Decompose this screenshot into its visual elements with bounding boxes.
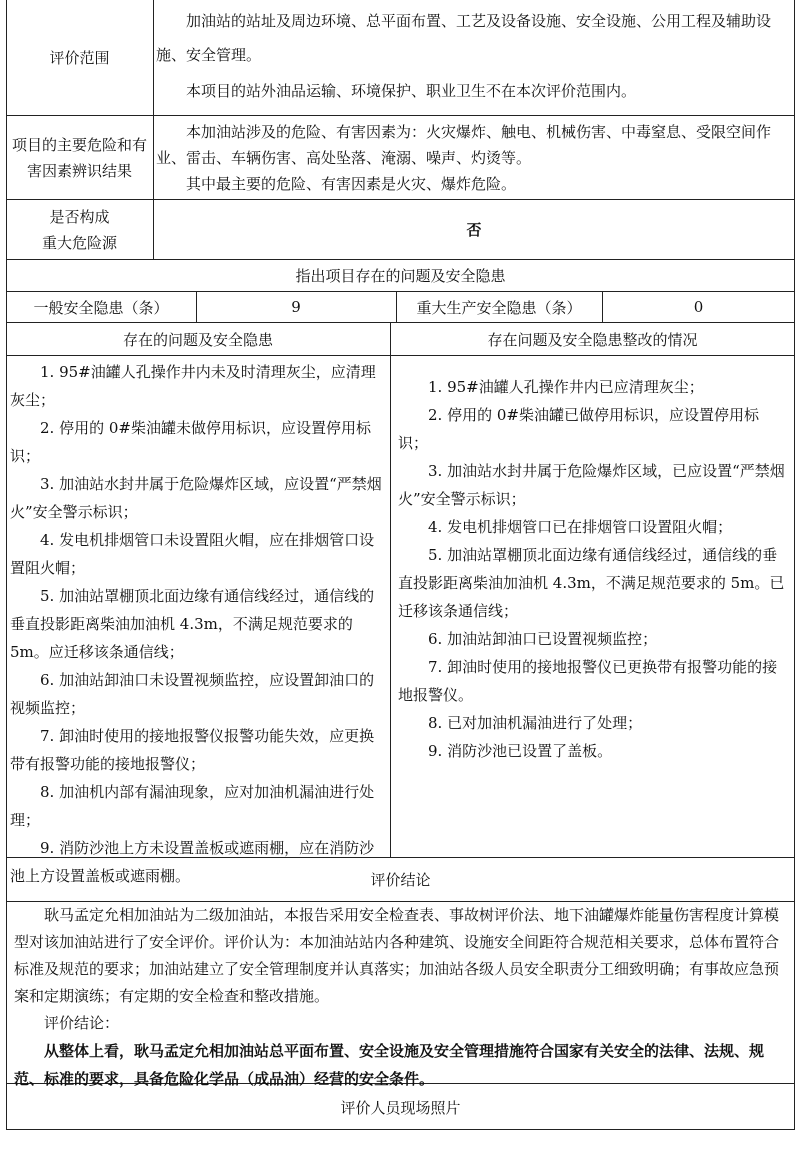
rectification-item: 7. 卸油时使用的接地报警仪已更换带有报警功能的接地报警仪。 xyxy=(398,658,778,704)
major-hazard-label-line2: 重大危险源 xyxy=(41,233,117,252)
conclusion-header-row xyxy=(6,858,795,902)
issues-list xyxy=(10,358,386,890)
major-hazard-count-label: 重大生产安全隐患（条） xyxy=(416,298,582,317)
issue-item: 2. 停用的 0#柴油罐未做停用标识，应设置停用标识； xyxy=(10,419,371,465)
hazards-label xyxy=(12,116,147,199)
hazards-text xyxy=(156,119,786,197)
scope-paragraph: 本项目的站外油品运输、环境保护、职业卫生不在本次评价范围内。 xyxy=(186,82,637,100)
conclusion-body: 耿马孟定允相加油站为二级加油站，本报告采用安全检查表、事故树评价法、地下油罐爆炸能量伤害程度计算模型对该加油站进行了安全评价。评价认为：本加油站站内各种建筑、设施安全间距符合规范相关要求，总体布置符合标准及规范的要求；加油站建立了安全管理制度并认真落实；加油站各级人员安全职责分工细致明确；有事故应急预案和定期演练；有定期的安全检查和整改措施。 xyxy=(14,906,780,1005)
rectification-item: 9. 消防沙池已设置了盖板。 xyxy=(428,742,613,760)
major-hazard-count-value: 0 xyxy=(693,298,704,316)
issue-item: 9. 消防沙池上方未设置盖板或遮雨棚，应在消防沙池上方设置盖板或遮雨棚。 xyxy=(10,839,375,885)
rectification-item: 5. 加油站罩棚顶北面边缘有通信线经过，通信线的垂直投影距离柴油加油机 4.3m，不满足规范要求的 5m。已迁移该条通信线； xyxy=(398,546,785,620)
photos-header-row xyxy=(6,1084,795,1130)
issue-item: 1. 95#油罐人孔操作井内未及时清理灰尘，应清理灰尘； xyxy=(10,363,376,409)
rectification-item: 2. 停用的 0#柴油罐已做停用标识，应设置停用标识； xyxy=(398,406,759,452)
issue-item: 8. 加油机内部有漏油现象，应对加油机漏油进行处理； xyxy=(10,783,375,829)
problems-header-row xyxy=(6,260,795,292)
conclusion-label: 评价结论： xyxy=(44,1014,120,1032)
issues-column-header: 存在的问题及安全隐患 xyxy=(122,330,273,349)
issue-item: 7. 卸油时使用的接地报警仪报警功能失效，应更换带有报警功能的接地报警仪； xyxy=(10,727,375,773)
photos-header: 评价人员现场照片 xyxy=(340,1098,461,1117)
problems-header: 指出项目存在的问题及安全隐患 xyxy=(295,267,506,285)
scope-text xyxy=(156,4,786,108)
issue-item: 3. 加油站水封井属于危险爆炸区域，应设置“严禁烟火”安全警示标识； xyxy=(10,475,382,521)
conclusion-header: 评价结论 xyxy=(370,871,431,889)
hazards-label-text: 项目的主要危险和有害因素辨识结果 xyxy=(12,135,148,180)
conclusion-text xyxy=(14,902,786,1093)
major-hazard-row xyxy=(6,200,795,260)
rectifications-list xyxy=(398,373,788,765)
major-hazard-label xyxy=(6,200,153,259)
conclusion-row xyxy=(6,902,795,1088)
general-hazard-value: 9 xyxy=(291,298,301,316)
rectification-item: 1. 95#油罐人孔操作井内已应清理灰尘； xyxy=(428,378,704,396)
rectification-item: 8. 已对加油机漏油进行了处理； xyxy=(428,714,643,732)
major-hazard-label-line1: 是否构成 xyxy=(49,207,110,226)
counts-row xyxy=(6,292,795,323)
scope-paragraph: 加油站的站址及周边环境、总平面布置、工艺及设备设施、安全设施、公用工程及辅助设施、安全管理。 xyxy=(156,12,772,64)
hazards-row xyxy=(6,116,795,200)
scope-row xyxy=(6,0,795,116)
conclusion-bold: 从整体上看，耿马孟定允相加油站总平面布置、安全设施及安全管理措施符合国家有关安全的法律、法规、规范、标准的要求，具备危险化学品（成品油）经营的安全条件。 xyxy=(14,1042,765,1088)
rectifications-column-header: 存在问题及安全隐患整改的情况 xyxy=(487,330,698,349)
rectification-item: 3. 加油站水封井属于危险爆炸区域，已应设置“严禁烟火”安全警示标识； xyxy=(398,462,785,508)
issue-item: 4. 发电机排烟管口未设置阻火帽，应在排烟管口设置阻火帽； xyxy=(10,531,375,577)
rectification-item: 4. 发电机排烟管口已在排烟管口设置阻火帽； xyxy=(428,518,733,536)
general-hazard-label: 一般安全隐患（条） xyxy=(33,298,169,317)
major-hazard-value: 否 xyxy=(466,221,482,239)
columns-header-row xyxy=(6,323,795,356)
scope-label: 评价范围 xyxy=(49,49,110,67)
issue-item: 6. 加油站卸油口未设置视频监控，应设置卸油口的视频监控； xyxy=(10,671,375,717)
issue-item: 5. 加油站罩棚顶北面边缘有通信线经过，通信线的垂直投影距离柴油加油机 4.3m，不满足规范要求的 5m。应迁移该条通信线； xyxy=(10,587,375,661)
hazards-paragraph: 其中最主要的危险、有害因素是火灾、爆炸危险。 xyxy=(186,175,517,193)
hazards-paragraph: 本加油站涉及的危险、有害因素为：火灾爆炸、触电、机械伤害、中毒窒息、受限空间作业、雷击、车辆伤害、高处坠落、淹溺、噪声、灼烫等。 xyxy=(156,123,772,167)
rectification-item: 6. 加油站卸油口已设置视频监控； xyxy=(428,630,658,648)
